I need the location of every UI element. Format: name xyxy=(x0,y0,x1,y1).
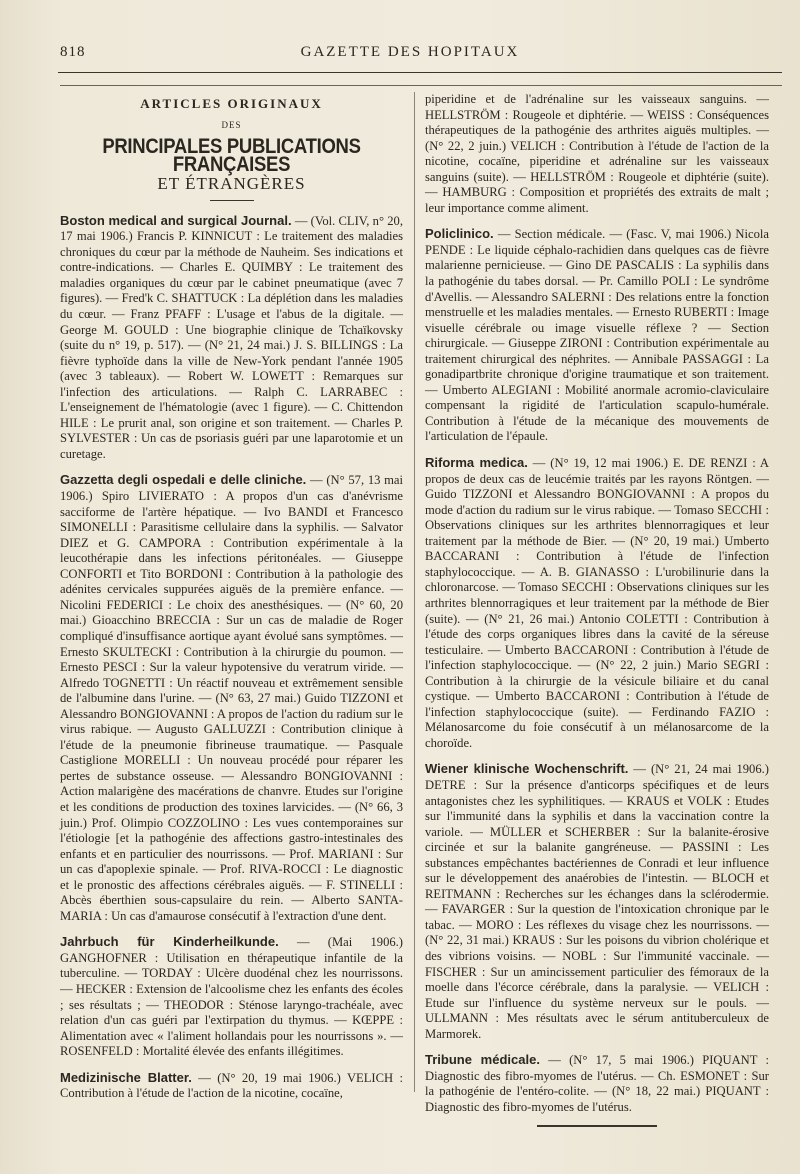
section-heading: ARTICLES ORIGINAUX xyxy=(140,96,323,111)
entry-jahrbuch xyxy=(60,934,403,1059)
journal-name: Riforma medica. xyxy=(425,455,528,471)
entry-boston xyxy=(60,213,403,463)
page-number: 818 xyxy=(60,44,86,60)
entry-text: — (N° 17, 5 mai 1906.) PIQUANT : Diagnostic des fibro-myomes de l'utérus. — Ch. ESMONET : Sur la pathogénie de l'entéro-colite. — (N° 18, 22 mai.) PIQUANT : Diagnostic des fibro-myomes de l'utérus. xyxy=(425,1053,769,1114)
column-divider xyxy=(414,92,415,1092)
entry-text: piperidine et de l'adrénaline sur les vaisseaux sanguins. — HELLSTRÖM : Rougeole et diphtérie. — WEISS : Conséquences thérapeutiques de la pathogénie des arthrites aiguës multiples. — (N° 22, 2 juin.) VELICH : Contribution à l'étude de l'action de la nicotine, cocaïne, piperidine et adrénaline sur les vaisseaux sanguins (suite). — HELLSTRÖM : Rougeole et diphtérie (suite). — HAMBURG : Composition et propriétés des extraits de malt ; leur importance comme aliment. xyxy=(425,92,769,215)
journal-name: Boston medical and surgical Journal. xyxy=(60,212,292,228)
journal-name: Tribune médicale. xyxy=(425,1052,540,1068)
journal-title: GAZETTE DES HOPITAUX xyxy=(300,44,520,60)
journal-name: Policlinico. xyxy=(425,226,494,242)
entry-text: — (N° 20, 19 mai 1906.) VELICH : Contribution à l'étude de l'action de la nicotine, cocaïne, xyxy=(60,1070,403,1101)
entry-medizinische xyxy=(60,1070,403,1102)
entry-wiener xyxy=(425,761,769,1042)
section-subtitle: ET ÉTRANGÈRES xyxy=(157,174,306,194)
entry-text: — (N° 21, 24 mai 1906.) DETRE : Sur la présence d'anticorps spécifiques et de leurs antagonistes chez les syphilitiques. — KRAUS et VOLK : Etudes sur l'immunité dans la syphilis et dans la vaccination contre la variole. — MÜLLER et SCHERBER : Sur la balanite-érosive circinée et sur la balanite gangréneuse. — PASSINI : Les substances empêchantes bactériennes de Conradi et leur influence sur le développement des anaérobies de l'intestin. — BLOCH et REITMANN : Recherches sur les échanges dans la sclérodermie. — FAVARGER : Sur la question de l'intoxication chronique par le tabac. — MORO : Les réflexes du visage chez les nourrissons. — (N° 22, 31 mai.) KRAUS : Sur les poisons du vibrion cholérique et des vibrions voisins. — NOBL : Sur l'immunité vaccinale. — FISCHER : Sur un amincissement particulier des fémoraux de la moelle dans l'écorce cérébrale, dans la paralysie. — VELICH : Etude sur l'influence du système nerveux sur le pouls. — ULLMANN : Mes résultats avec le sérum antituberculeux de Marmorek. xyxy=(425,762,769,1041)
heading-rule xyxy=(210,200,254,201)
journal-name: Jahrbuch für Kinderheilkunde. xyxy=(60,934,279,950)
entry-text: — (N° 57, 13 mai 1906.) Spiro LIVIERATO : A propos d'un cas d'anévrisme sacciforme de l'artère hépatique. — Ivo BANDI et Francesco SIMONELLI : Parasitisme cellulaire dans la syphilis. — Salvator DIEZ et G. CAMPORA : Contribution expérimentale à la leucothérapie dans les infections péritonéales. — Giuseppe CONFORTI et Tito BORDONI : Contribution à la pathologie des adénites cervicales suppurées aiguës de la première enfance. — Nicolini FEDERICI : Le choix des anesthésiques. — (N° 60, 20 mai.) Gioacchino BRECCIA : Sur un cas de maladie de Roger compliqué d'insuffisance aortique ayant évolué sans symptômes. — Ernesto SKULTECKI : Contribution à la chirurgie du poumon. — Ernesto PESCI : Sur la valeur hypotensive du veratrum viride. — Alfredo TOGNETTI : Un réactif nouveau et extrêmement sensible de l'albumine dans l'urine. — (N° 63, 27 mai.) Guido TIZZONI et Alessandro BONGIOVANNI : A propos de l'action du radium sur le virus rabique. — Augusto GALLUZZI : Contribution clinique à l'étude de la pneumonie fibrineuse traumatique. — Pasquale Castiglione MORELLI : Un nouveau procédé pour réparer les pertes de substance osseuse. — Alessandro BONGIOVANNI : Action malarigène des macérations de chanvre. Etudes sur l'origine et les conditions de production des toxines larvicides. — (N° 66, 3 juin.) Prof. Olimpio COZZOLINO : Les vues contemporaines sur l'étiologie [et la pathogénie des affections gastro-intestinales des enfants et en particulier des nourrissons. — Prof. MARIANI : Sur un cas d'apoplexie spinale. — Prof. RIVA-ROCCI : Le diagnostic et le pronostic des affections cérébrales aiguës. — F. STINELLI : Abcès éberthien sous-capsulaire du rein. — Alberto SANTA-MARIA : Un cas d'amaurose consécutif à l'extraction d'une dent. xyxy=(60,473,404,923)
section-heading-des: DES xyxy=(221,119,242,130)
entry-gazzetta xyxy=(60,472,403,924)
entry-text: — (N° 19, 12 mai 1906.) E. DE RENZI : A propos de deux cas de leucémie traités par les rayons Röntgen. — Guido TIZZONI et Alessandro BONGIOVANNI : A propos du mode d'action du radium sur le virus rabique. — Tomaso SECCHI : Observations cliniques sur les arthrites blennorragiques et leur traitement par la méthode de Bier. — (N° 20, 19 mai.) Umberto BACCARANI : Contribution à l'étude de l'infection staphylococcique. — A. B. GIANASSO : L'urobilinurie dans la chloronarcose. — Tomaso SECCHI : Observations cliniques sur les arthrites blennorragiques et leur traitement par la méthode de Bier (suite). — (N° 21, 26 mai.) Antonio COLETTI : Contribution à l'étude des corps organiques libres dans la cavité de la séreuse testiculaire. — Umberto BACCARONI : Contribution à l'étude de l'infection staphylococcique. — (N° 22, 2 juin.) Mario SEGRI : Contribution à la chirurgie de la vésicule biliaire et du canal cystique. — Umberto BACCARONI : Contribution à l'étude de l'infection staphylococcique (suite). — Ferdinando FAZIO : Mélanosarcome du foie consécutif à un mélanosarcome de la choroïde. xyxy=(425,456,769,750)
entry-medizinische-cont xyxy=(425,92,769,216)
entry-text: — Section médicale. — (Fasc. V, mai 1906.) Nicola PENDE : Le liquide céphalo-rachidien dans quelques cas de fièvre malarienne pernicieuse. — Gino DE PASCALIS : La syphilis dans la pathogénie du tabes dorsal. — Pr. Camillo POLI : Le syndrôme d'Avellis. — Alessandro SALERNI : Des relations entre la fonction menstruelle et les maladies mentales. — Ernesto RUBERTI : Image visuelle cérébrale ou image visuelle réflexe ? — Section chirurgicale. — Giuseppe ZIRONI : Contribution expérimentale au traitement chirurgical des néphrites. — Annibale PASSAGGI : La gonadipartbrite chronique d'origine traumatique et son traitement. — Umberto ALEGIANI : Mobilité anormale acromio-claviculaire compensant la rigidité de l'articulation scapulo-humérale. Contribution à l'étude de la mécanique des mouvements de l'articulation de l'épaule. xyxy=(425,227,769,444)
entry-riforma xyxy=(425,455,769,751)
header-rule xyxy=(58,72,782,73)
journal-name: Medizinische Blatter. xyxy=(60,1069,192,1085)
end-rule xyxy=(537,1125,657,1127)
right-column xyxy=(425,92,769,1127)
left-column xyxy=(60,92,403,1112)
journal-name: Gazzetta degli ospedali e delle cliniche. xyxy=(60,472,307,488)
entry-text: — (Mai 1906.) GANGHOFNER : Utilisation en thérapeutique infantile de la tuberculine. — TORDAY : Ulcère duodénal chez les nourrissons. — HECKER : Extension de l'alcoolisme chez les enfants des écoles ; ses résultats ; — THEODOR : Sténose laryngo-trachéale, avec relation d'un cas guéri par l'extirpation du thymus. — KŒPPE : Alimentation avec « l'aliment hollandais pour les nourrissons ». — ROSENFELD : Mortalité élevée des enfants illégitimes. xyxy=(60,935,404,1059)
entry-policlinico xyxy=(425,226,769,445)
entry-text: — (Vol. CLIV, n° 20, 17 mai 1906.) Francis P. KINNICUT : Le traitement des maladies chroniques du cœur par la méthode de Nauheim. Ses indications et contre-indications. — Charles E. QUIMBY : Le traitement des maladies organiques du cœur par le cabinet pneumatique (avec 7 figures). — Fred'k C. SHATTUCK : La déplétion dans les maladies du cœur. — Franz PFAFF : L'usage et l'abus de la digitale. — George M. GOULD : Une biographie clinique de Tchaïkovsky (suite du n° 19, p. 517). — (N° 21, 24 mai.) J. S. BILLINGS : La fièvre typhoïde dans la ville de New-York pendant l'année 1905 (avec 3 tableaux). — Robert W. LOWETT : Remarques sur l'infection des articulations. — Ralph C. LARRABEC : L'enseignement de l'hématologie (avec 1 figure). — C. Chittendon HILE : Le prurit anal, son origine et son traitement. — Charles P. SYLVESTER : Un cas de psoriasis guéri par une laparotomie et un curetage. xyxy=(60,213,403,461)
entry-tribune xyxy=(425,1052,769,1115)
journal-name: Wiener klinische Wochenschrift. xyxy=(425,761,629,777)
running-header xyxy=(60,44,760,64)
section-title: PRINCIPALES PUBLICATIONS FRANÇAISES xyxy=(102,133,361,176)
header-rule-thin xyxy=(60,85,782,86)
